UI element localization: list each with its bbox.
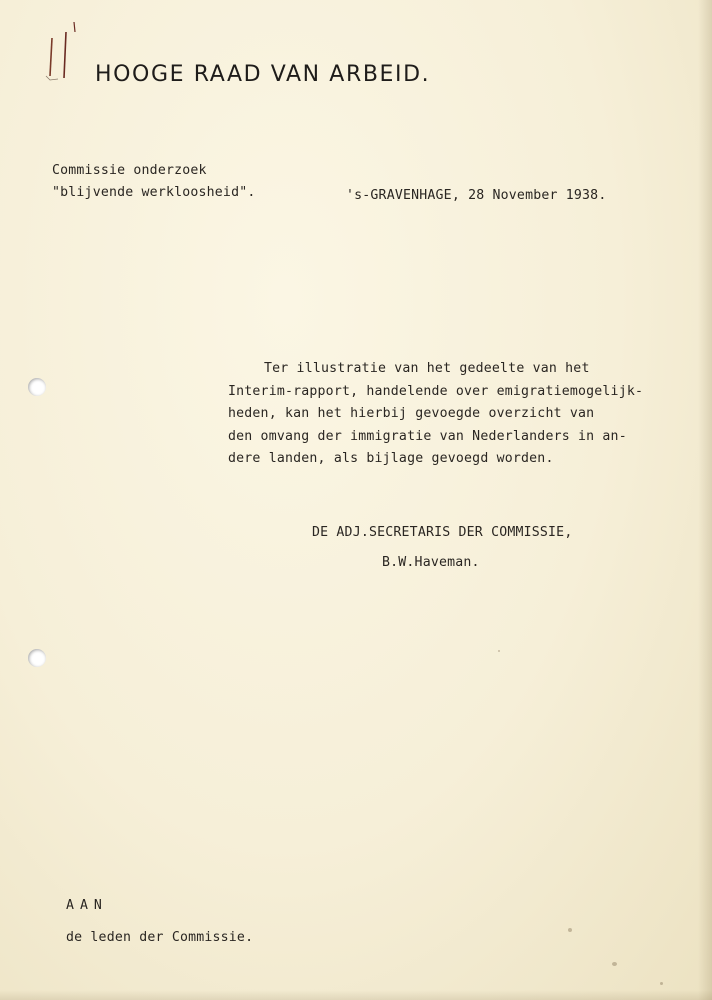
addressee-block: [66, 890, 253, 954]
signature-title: DE ADJ.SECRETARIS DER COMMISSIE,: [312, 525, 573, 540]
committee-block: [52, 160, 256, 204]
pencil-mark-icon: [44, 18, 84, 88]
signature-block: [312, 518, 572, 578]
paper-speck: [498, 650, 500, 652]
committee-line-2: "blijvende werkloosheid".: [52, 185, 256, 200]
body-line-5: dere landen, als bijlage gevoegd worden.: [228, 451, 554, 466]
paper-speck: [660, 982, 663, 985]
paper-speck: [612, 962, 617, 966]
signature-name: B.W.Haveman.: [382, 555, 480, 570]
addressee-label: AAN: [66, 898, 108, 913]
page-bottom-shadow: [0, 990, 712, 1000]
paper-speck: [568, 928, 572, 932]
body-line-1: Ter illustratie van het gedeelte van het: [264, 361, 590, 376]
body-line-4: den omvang der immigratie van Nederlanders in an-: [228, 428, 627, 444]
letterhead-title: HOOGE RAAD VAN ARBEID.: [95, 62, 431, 87]
place-date: 's-GRAVENHAGE, 28 November 1938.: [346, 188, 607, 203]
body-paragraph: [228, 358, 643, 471]
body-line-2: Interim-rapport, handelende over emigratiemogelijk-: [228, 383, 644, 399]
page-edge-shadow: [698, 0, 712, 1000]
punch-hole-bottom: [28, 649, 46, 667]
punch-hole-top: [28, 378, 46, 396]
committee-line-1: Commissie onderzoek: [52, 163, 207, 178]
body-line-3: heden, kan het hierbij gevoegde overzicht van: [228, 406, 595, 421]
addressee-recipients: de leden der Commissie.: [66, 930, 254, 945]
